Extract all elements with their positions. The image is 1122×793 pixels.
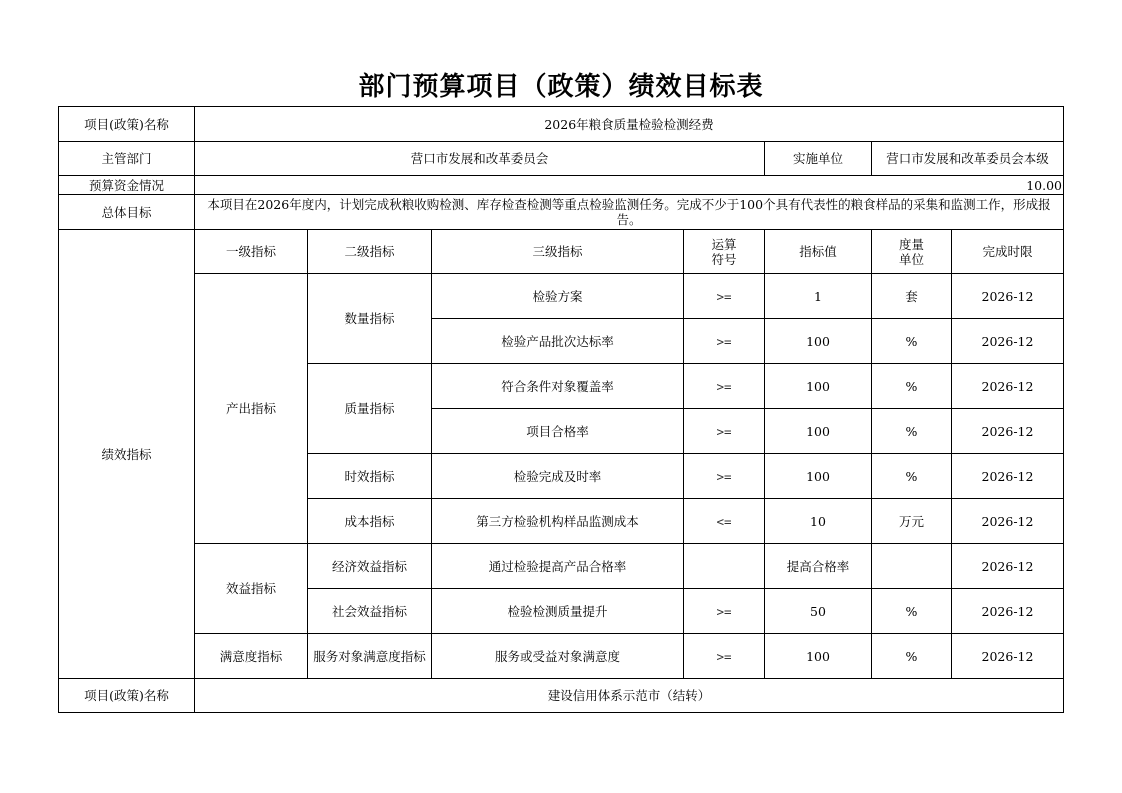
operator-cell: >=	[684, 589, 765, 634]
goal-row	[59, 195, 1064, 230]
operator-cell: >=	[684, 319, 765, 364]
value-cell: 100	[765, 364, 872, 409]
project-name-row	[59, 107, 1064, 142]
value-cell: 100	[765, 634, 872, 679]
value-cell: 100	[765, 409, 872, 454]
value-cell: 100	[765, 319, 872, 364]
level3-cell: 检验完成及时率	[432, 454, 684, 499]
unit-cell	[872, 544, 952, 589]
level3-cell: 服务或受益对象满意度	[432, 634, 684, 679]
unit-cell: %	[872, 319, 952, 364]
level2-quantity: 数量指标	[308, 274, 432, 364]
header-unit-line1: 度量	[898, 236, 924, 252]
page-title: 部门预算项目（政策）绩效目标表	[358, 72, 764, 102]
next-project-row	[59, 679, 1064, 713]
header-operator-line2: 符号	[711, 251, 737, 267]
level3-cell: 通过检验提高产品合格率	[432, 544, 684, 589]
impl-label: 实施单位	[765, 142, 872, 176]
deadline-cell: 2026-12	[952, 454, 1064, 499]
project-name-value: 2026年粮食质量检验检测经费	[195, 107, 1064, 142]
operator-cell: >=	[684, 454, 765, 499]
dept-value: 营口市发展和改革委员会	[195, 142, 765, 176]
level3-cell: 检验产品批次达标率	[432, 319, 684, 364]
header-operator	[684, 230, 765, 274]
dept-label: 主管部门	[59, 142, 195, 176]
header-deadline: 完成时限	[952, 230, 1064, 274]
deadline-cell: 2026-12	[952, 274, 1064, 319]
next-project-label: 项目(政策)名称	[59, 679, 195, 713]
fund-row	[59, 176, 1064, 195]
level2-cost: 成本指标	[308, 499, 432, 544]
table-row	[59, 544, 1064, 589]
header-level3: 三级指标	[432, 230, 684, 274]
level1-satisfaction: 满意度指标	[195, 634, 308, 679]
level2-social: 社会效益指标	[308, 589, 432, 634]
value-cell: 100	[765, 454, 872, 499]
deadline-cell: 2026-12	[952, 499, 1064, 544]
header-unit	[872, 230, 952, 274]
unit-cell: %	[872, 409, 952, 454]
fund-value: 10.00	[195, 176, 1064, 195]
level3-cell: 符合条件对象覆盖率	[432, 364, 684, 409]
deadline-cell: 2026-12	[952, 544, 1064, 589]
unit-cell: 套	[872, 274, 952, 319]
unit-cell: 万元	[872, 499, 952, 544]
header-value: 指标值	[765, 230, 872, 274]
unit-cell: %	[872, 589, 952, 634]
operator-cell: >=	[684, 409, 765, 454]
deadline-cell: 2026-12	[952, 409, 1064, 454]
deadline-cell: 2026-12	[952, 634, 1064, 679]
value-cell: 提高合格率	[765, 544, 872, 589]
next-project-value: 建设信用体系示范市（结转）	[195, 679, 1064, 713]
header-operator-line1: 运算	[711, 236, 737, 252]
level3-cell: 第三方检验机构样品监测成本	[432, 499, 684, 544]
operator-cell: >=	[684, 364, 765, 409]
header-level1: 一级指标	[195, 230, 308, 274]
goal-value: 本项目在2026年度内，计划完成秋粮收购检测、库存检查检测等重点检验监测任务。完成不少于100个具有代表性的粮食样品的采集和监测工作，形成报告。	[195, 195, 1064, 230]
table-row	[59, 274, 1064, 319]
project-name-label: 项目(政策)名称	[59, 107, 195, 142]
value-cell: 10	[765, 499, 872, 544]
level3-cell: 项目合格率	[432, 409, 684, 454]
level2-service: 服务对象满意度指标	[308, 634, 432, 679]
fund-label: 预算资金情况	[59, 176, 195, 195]
level1-benefit: 效益指标	[195, 544, 308, 634]
operator-cell	[684, 544, 765, 589]
deadline-cell: 2026-12	[952, 319, 1064, 364]
perf-indicator-label: 绩效指标	[59, 230, 195, 679]
level3-cell: 检验检测质量提升	[432, 589, 684, 634]
impl-value: 营口市发展和改革委员会本级	[872, 142, 1064, 176]
level3-cell: 检验方案	[432, 274, 684, 319]
table-row	[59, 634, 1064, 679]
unit-cell: %	[872, 364, 952, 409]
operator-cell: >=	[684, 634, 765, 679]
value-cell: 1	[765, 274, 872, 319]
level2-timeliness: 时效指标	[308, 454, 432, 499]
department-row	[59, 142, 1064, 176]
level2-quality: 质量指标	[308, 364, 432, 454]
unit-cell: %	[872, 454, 952, 499]
performance-target-table	[58, 106, 1064, 713]
header-level2: 二级指标	[308, 230, 432, 274]
operator-cell: <=	[684, 499, 765, 544]
deadline-cell: 2026-12	[952, 364, 1064, 409]
deadline-cell: 2026-12	[952, 589, 1064, 634]
unit-cell: %	[872, 634, 952, 679]
level1-output: 产出指标	[195, 274, 308, 544]
value-cell: 50	[765, 589, 872, 634]
indicator-header-row	[59, 230, 1064, 274]
header-unit-line2: 单位	[898, 251, 924, 267]
goal-label: 总体目标	[59, 195, 195, 230]
operator-cell: >=	[684, 274, 765, 319]
level2-economic: 经济效益指标	[308, 544, 432, 589]
